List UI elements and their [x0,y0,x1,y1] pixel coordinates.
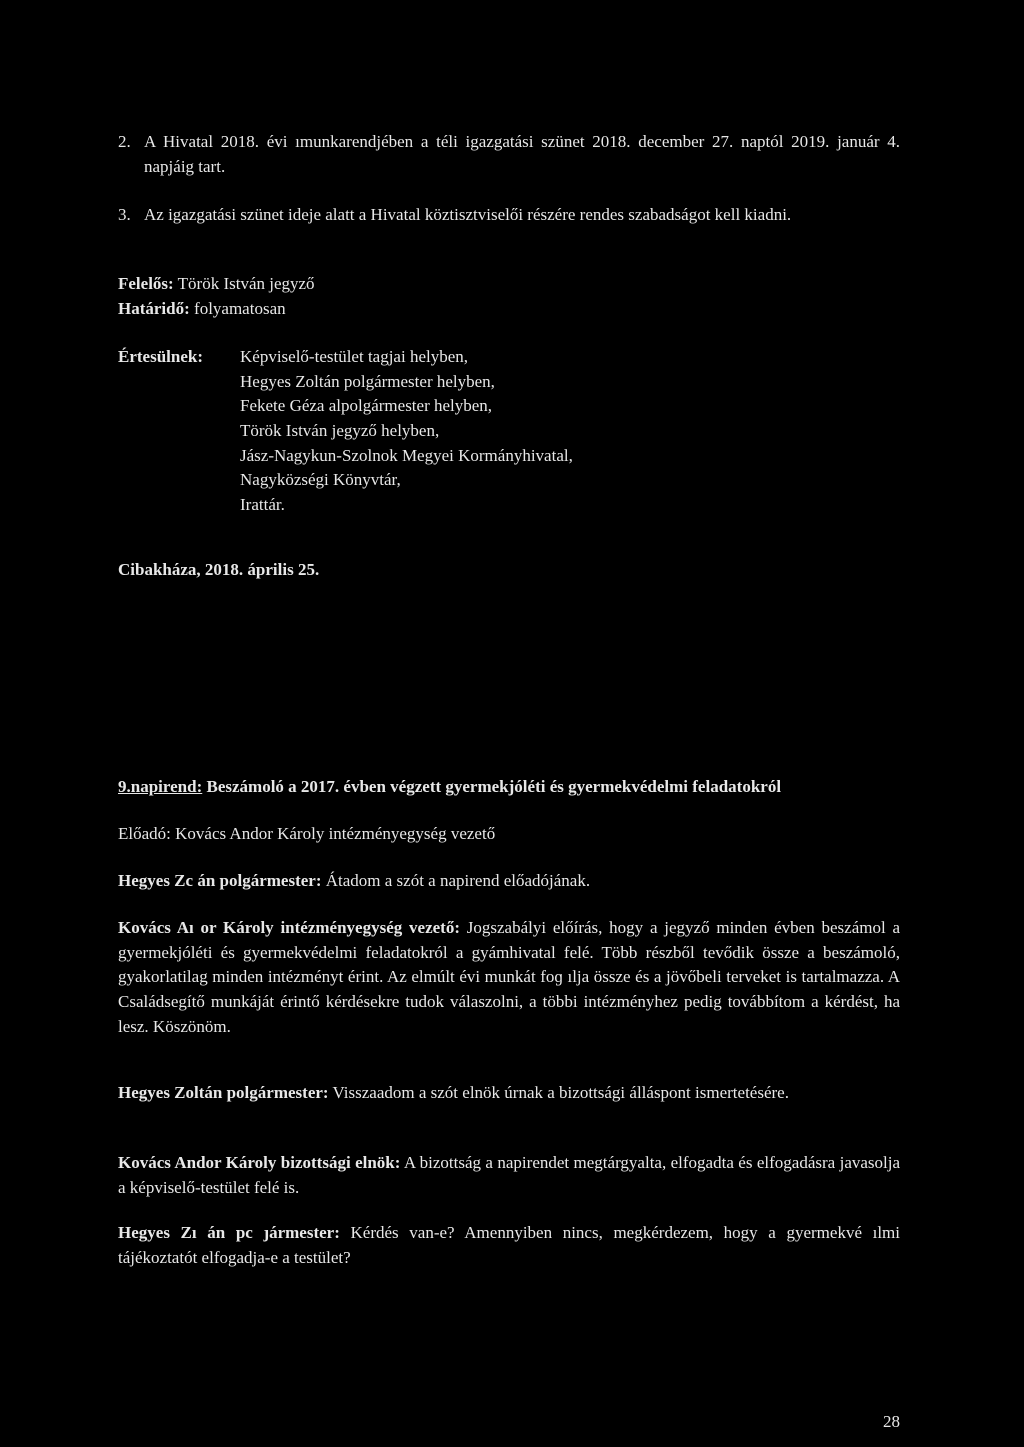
recipients-list [240,345,573,517]
recipient-item: Képviselő-testület tagjai helyben, [240,347,469,366]
recipient-item: Fekete Géza alpolgármester helyben, [240,396,493,416]
responsible-value: Török István jegyző [177,274,315,293]
numbered-item [118,130,900,179]
responsible-line [118,272,900,297]
speech-text: Jogszabályi előírás, hogy a jegyző minden évben beszámol a gyermekjóléti és gyermekvédelmi feladatokról a gyámhivatal felé. Több részből tevődik össze a beszámoló, gyakorlatilag minden intézményt érint. Az elmúlt évi munkát foɡ ılja össze és a jövőbeli terveket is tartalmazza. A Családsegítő munkáját érintő kérdésekre tudok válaszolni, a többi intézményhez pedig továbbítom a kérdést, ha lesz. Köszönöm. [118,918,900,1036]
place-date: Cibakháza, 2018. április 25. [118,560,320,579]
recipient-item: Hegyes Zoltán polgármester helyben, [240,371,495,391]
agenda-heading [118,775,900,800]
deadline-line [118,297,900,322]
speaker-name: Kovács Andor Károly bizottsági elnök: [118,1153,401,1172]
recipients [118,345,900,517]
agenda-number: 9.napirend: [118,777,203,796]
numbered-item [118,203,900,228]
recipients-label: Értesülnek: [118,347,203,366]
item-number: 2. [118,132,131,151]
recipient-item: Nagyközségi Könyvtár, [240,470,401,490]
recipient-item: Jász-Nagykun-Szolnok Megyei Kormányhivatal, [240,445,573,465]
deadline-value: folyamatosan [194,299,286,318]
responsible-label: Felelős: [118,274,174,293]
speech-text: A bizottság a napirendet megtárgyalta, elfogadta és elfogadásra javasolja a képviselő-testület felé is. [118,1153,901,1197]
speech-paragraph [118,916,900,1039]
speaker-name: Hegyes Zı án pc ȷármester: [118,1223,340,1242]
speech-text: Átadom a szót a napirend előadójának. [325,871,591,890]
item-text: A Hivatal 2018. évi ımunkarendjében a téli igazgatási szünet 2018. december 27. naptól 2019. január 4. napjáig tart. [144,132,900,176]
speaker-name: Kovács Aı or Károly intézményegység vezető: [118,918,460,937]
speaker-name: Hegyes Zoltán polgármester: [118,1083,329,1102]
speech-paragraph [118,1151,900,1200]
speech-text: Visszaadom a szót elnök úrnak a bizottsági álláspont ismertetésére. [332,1083,789,1102]
speaker-name: Hegyes Zc án polgármester: [118,871,322,890]
speech-paragraph [118,1081,900,1106]
speech-paragraph [118,869,900,894]
deadline-label: Határidő: [118,299,190,318]
speech-paragraph [118,1221,900,1270]
recipient-item: Irattár. [240,494,285,514]
recipient-item: Török István jegyző helyben, [240,420,440,440]
item-number: 3. [118,205,131,224]
agenda-presenter: Előadó: Kovács Andor Károly intézményegység vezető [118,824,496,843]
page-number: 28 [883,1412,900,1431]
item-text: Az igazgatási szünet ideje alatt a Hivatal köztisztviselői részére rendes szabadságot kell kiadni. [144,205,792,224]
speech-text: Kérdés van-e? Amennyiben nincs, megkérdezem, hogy a gyermekvé ılmi tájékoztatót elfogadja-e a testület? [118,1223,901,1267]
agenda-title: Beszámoló a 2017. évben végzett gyermekjóléti és gyermekvédelmi feladatokról [206,777,782,796]
